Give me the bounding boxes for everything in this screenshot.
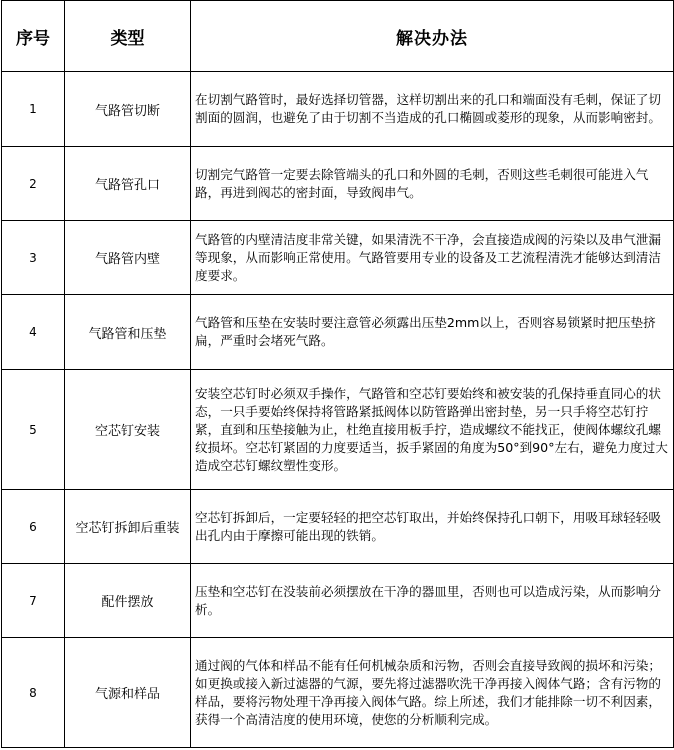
solutions-table bbox=[1, 0, 674, 748]
row-seq: 5 bbox=[2, 370, 65, 490]
row-description: 通过阀的气体和样品不能有任何机械杂质和污物，否则会直接导致阀的损坏和污染；如更换或接入新过滤器的气源，要先将过滤器吹洗干净再接入阀体气路；含有污物的样品，要将污物处理干净再接入阀体气路。综上所述，我们才能排除一切不利因素，获得一个高清洁度的使用环境，使您的分析顺利完成。 bbox=[191, 638, 674, 748]
row-description: 气路管和压垫在安装时要注意管必须露出压垫2mm以上，否则容易锁紧时把压垫挤扁，严重时会堵死气路。 bbox=[191, 295, 674, 370]
table-row bbox=[2, 490, 674, 564]
row-type: 气源和样品 bbox=[65, 638, 191, 748]
table-row bbox=[2, 564, 674, 638]
row-seq: 1 bbox=[2, 72, 65, 147]
row-type: 气路管和压垫 bbox=[65, 295, 191, 370]
row-type: 气路管切断 bbox=[65, 72, 191, 147]
table-row bbox=[2, 295, 674, 370]
header-row bbox=[2, 1, 674, 72]
row-type: 配件摆放 bbox=[65, 564, 191, 638]
row-seq: 8 bbox=[2, 638, 65, 748]
row-seq: 2 bbox=[2, 147, 65, 221]
row-seq: 4 bbox=[2, 295, 65, 370]
row-seq: 7 bbox=[2, 564, 65, 638]
table-row bbox=[2, 72, 674, 147]
row-type: 空芯钉安装 bbox=[65, 370, 191, 490]
row-description: 安装空芯钉时必须双手操作，气路管和空芯钉要始终和被安装的孔保持垂直同心的状态，一只手要始终保持将管路紧抵阀体以防管路弹出密封垫，另一只手将空芯钉拧紧，直到和压垫接触为止，杜绝直接用板手拧，造成螺纹不能找正，使阀体螺纹孔螺纹损坏。空芯钉紧固的力度要适当，扳手紧固的角度为50°到90°左右，避免力度过大造成空芯钉螺纹塑性变形。 bbox=[191, 370, 674, 490]
row-description: 切割完气路管一定要去除管端头的孔口和外圆的毛刺，否则这些毛刺很可能进入气路，再进到阀芯的密封面，导致阀串气。 bbox=[191, 147, 674, 221]
row-description: 压垫和空芯钉在没装前必须摆放在干净的器皿里，否则也可以造成污染，从而影响分析。 bbox=[191, 564, 674, 638]
table-row bbox=[2, 147, 674, 221]
row-description: 气路管的内壁清洁度非常关键，如果清洗不干净，会直接造成阀的污染以及串气泄漏等现象，从而影响正常使用。气路管要用专业的设备及工艺流程清洗才能够达到清洁度要求。 bbox=[191, 221, 674, 295]
row-type: 气路管孔口 bbox=[65, 147, 191, 221]
table-row bbox=[2, 638, 674, 748]
row-type: 气路管内壁 bbox=[65, 221, 191, 295]
table-row bbox=[2, 370, 674, 490]
row-description: 空芯钉拆卸后，一定要轻轻的把空芯钉取出，并始终保持孔口朝下，用吸耳球轻轻吸出孔内由于摩擦可能出现的铁销。 bbox=[191, 490, 674, 564]
table-row bbox=[2, 221, 674, 295]
row-description: 在切割气路管时，最好选择切管器，这样切割出来的孔口和端面没有毛刺，保证了切割面的圆润，也避免了由于切割不当造成的孔口椭圆或菱形的现象，从而影响密封。 bbox=[191, 72, 674, 147]
row-seq: 6 bbox=[2, 490, 65, 564]
header-solution: 解决办法 bbox=[191, 1, 674, 72]
row-type: 空芯钉拆卸后重装 bbox=[65, 490, 191, 564]
header-type: 类型 bbox=[65, 1, 191, 72]
header-seq: 序号 bbox=[2, 1, 65, 72]
row-seq: 3 bbox=[2, 221, 65, 295]
